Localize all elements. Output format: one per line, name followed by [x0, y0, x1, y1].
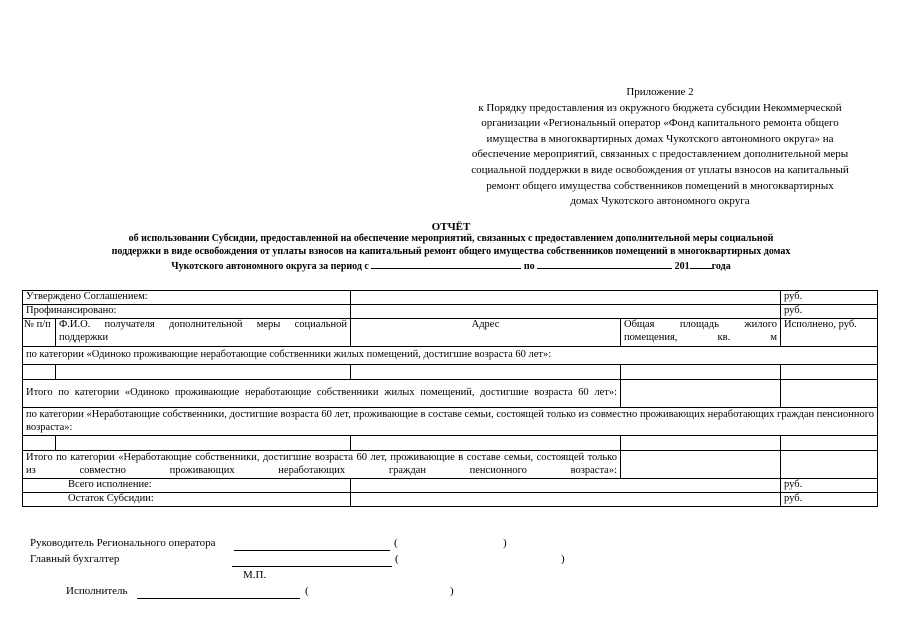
- appendix-line: обеспечение мероприятий, связанных с предоставлением дополнительной меры: [471, 148, 849, 161]
- appendix-line: социальной поддержки в виде освобождения от уплаты взносов на капитальный: [471, 163, 849, 176]
- header-address: Адрес: [351, 319, 621, 347]
- approved-value-cell[interactable]: [351, 291, 781, 305]
- table-cell[interactable]: [56, 436, 351, 451]
- financed-value-cell[interactable]: [351, 305, 781, 319]
- header-num: № п/п: [23, 319, 56, 347]
- category-1-label: по категории «Одиноко проживающие неработающие собственники жилых помещений, достигшие возраста 60 лет»:: [23, 347, 878, 365]
- executor-signature-line[interactable]: [137, 598, 300, 599]
- table-cell[interactable]: [781, 365, 878, 380]
- header-done: Исполнено, руб.: [781, 319, 878, 347]
- table-row: [23, 305, 878, 319]
- appendix-line: имущества в многоквартирных домах Чукотского автономного округа» на: [486, 132, 834, 145]
- table-row: [23, 493, 878, 507]
- table-row: [23, 365, 878, 380]
- appendix-line: домах Чукотского автономного округа: [570, 195, 750, 208]
- table-row: [23, 291, 878, 305]
- category-row: [23, 347, 878, 365]
- report-table: [22, 290, 878, 507]
- report-title: ОТЧЁТ: [431, 221, 471, 233]
- total-done-label: Всего исполнение:: [23, 479, 351, 493]
- executor-paren-close: ): [450, 585, 454, 597]
- total-category-2-label: Итого по категории «Неработающие собственники, достигшие возраста 60 лет, проживающие в составе семьи, состоящей только из совместно проживающих неработающих граждан пенсионного возраста»:: [23, 451, 621, 479]
- header-name: Ф.И.О. получателя дополнительной меры социальной поддержки: [56, 319, 351, 347]
- period-to-label: по: [523, 260, 535, 272]
- report-subtitle: [20, 233, 882, 273]
- total-row: [23, 380, 878, 408]
- category-row: [23, 408, 878, 436]
- head-paren-open: (: [394, 537, 398, 549]
- total-done-value-cell[interactable]: [351, 479, 781, 493]
- accountant-signature-line[interactable]: [232, 566, 392, 567]
- executor-paren-open: (: [305, 585, 309, 597]
- remainder-unit: руб.: [781, 493, 878, 507]
- appendix-line: организации «Региональный оператор «Фонд капитального ремонта общего: [481, 117, 839, 130]
- table-cell[interactable]: [351, 436, 621, 451]
- accountant-paren-open: (: [395, 553, 399, 565]
- appendix-line: ремонт общего имущества собственников помещений в многоквартирных: [486, 179, 834, 192]
- table-header-row: [23, 319, 878, 347]
- table-row: [23, 436, 878, 451]
- header-area: Общая площадь жилого помещения, кв. м: [621, 319, 781, 347]
- table-cell[interactable]: [621, 436, 781, 451]
- accountant-paren-close: ): [561, 553, 565, 565]
- report-subtitle-line: поддержки в виде освобождения от уплаты взносов на капитальный ремонт общего имущества собственников помещений в многоквартирных домах: [111, 245, 791, 257]
- year-suffix: года: [711, 260, 731, 272]
- head-paren-close: ): [503, 537, 507, 549]
- category-2-label: по категории «Неработающие собственники, достигшие возраста 60 лет, проживающие в составе семьи, состоящей только из совместно проживающих неработающих граждан пенсионного возраста»:: [23, 408, 878, 436]
- year-field[interactable]: [690, 259, 712, 269]
- remainder-label: Остаток Субсидии:: [23, 493, 351, 507]
- period-from-field[interactable]: [371, 259, 521, 269]
- table-cell[interactable]: [781, 451, 878, 479]
- table-cell[interactable]: [781, 380, 878, 408]
- accountant-label: Главный бухгалтер: [30, 553, 120, 565]
- appendix-line: к Порядку предоставления из окружного бюджета субсидии Некоммерческой: [478, 101, 842, 114]
- report-subtitle-line: об использовании Субсидии, предоставленной на обеспечение мероприятий, связанных с предоставлением дополнительной меры социальной: [128, 233, 774, 244]
- head-label: Руководитель Регионального оператора: [30, 537, 216, 549]
- financed-label: Профинансировано:: [23, 305, 351, 319]
- period-to-field[interactable]: [537, 259, 672, 269]
- table-cell[interactable]: [351, 365, 621, 380]
- appendix-title: Приложение 2: [626, 86, 694, 98]
- executor-label: Исполнитель: [66, 585, 128, 597]
- table-cell[interactable]: [621, 451, 781, 479]
- table-cell[interactable]: [23, 365, 56, 380]
- total-category-1-label: Итого по категории «Одиноко проживающие неработающие собственники жилых помещений, достигшие возраста 60 лет»:: [23, 380, 621, 408]
- table-cell[interactable]: [56, 365, 351, 380]
- table-cell[interactable]: [23, 436, 56, 451]
- remainder-value-cell[interactable]: [351, 493, 781, 507]
- table-cell[interactable]: [781, 436, 878, 451]
- period-label: Чукотского автономного округа за период с: [171, 260, 369, 272]
- table-row: [23, 479, 878, 493]
- appendix-block: [424, 85, 896, 210]
- head-signature-line[interactable]: [234, 550, 390, 551]
- year-prefix: 201: [674, 260, 690, 272]
- total-row: [23, 451, 878, 479]
- total-done-unit: руб.: [781, 479, 878, 493]
- financed-unit: руб.: [781, 305, 878, 319]
- table-cell[interactable]: [621, 380, 781, 408]
- approved-label: Утверждено Соглашением:: [23, 291, 351, 305]
- approved-unit: руб.: [781, 291, 878, 305]
- table-cell[interactable]: [621, 365, 781, 380]
- stamp-label: М.П.: [243, 569, 267, 581]
- report-period-line: [20, 259, 882, 274]
